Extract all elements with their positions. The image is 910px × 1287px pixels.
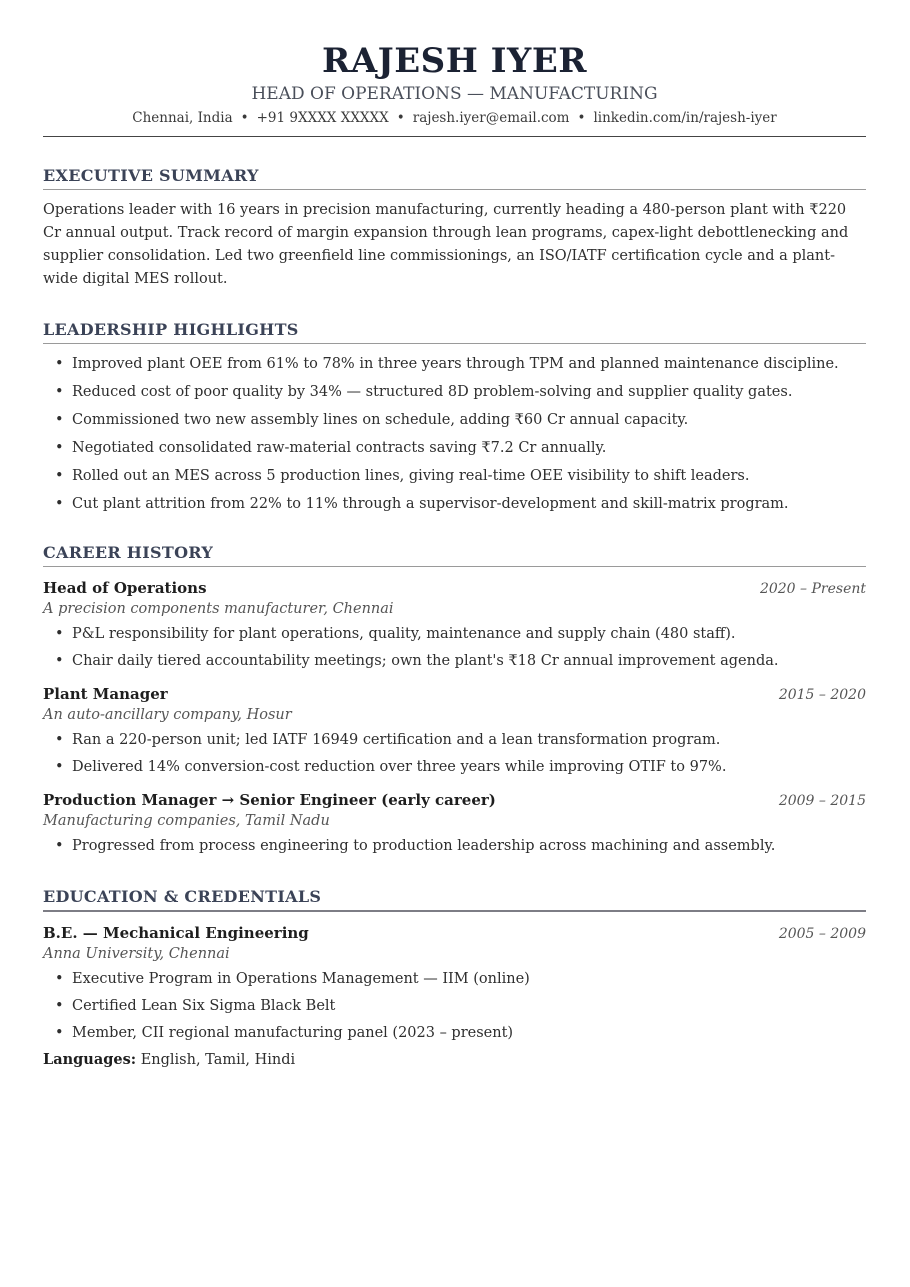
job-bullets — [43, 623, 866, 673]
education-section — [43, 886, 866, 1071]
education-heading: EDUCATION & CREDENTIALS — [43, 886, 866, 912]
credentials-list — [43, 968, 866, 1045]
languages-line — [43, 1049, 866, 1071]
list-item: • Chair daily tiered accountability meetings; own the plant's ₹18 Cr annual improvement agenda. — [55, 653, 779, 669]
list-item: • Reduced cost of poor quality by 34% — structured 8D problem-solving and supplier quality gates. — [55, 384, 793, 400]
highlights-list — [43, 353, 866, 516]
list-item: • P&L responsibility for plant operations, quality, maintenance and supply chain (480 staff). — [55, 626, 736, 642]
job-title: Head of Operations — [43, 579, 207, 597]
list-item: • Progressed from process engineering to production leadership across machining and assembly. — [55, 838, 776, 854]
list-item: • Executive Program in Operations Management — IIM (online) — [55, 971, 530, 987]
school-name: Anna University, Chennai — [43, 946, 230, 962]
career-section — [43, 542, 866, 858]
job-dates: 2015 – 2020 — [778, 687, 866, 703]
highlights-heading: LEADERSHIP HIGHLIGHTS — [43, 319, 866, 344]
job-bullets — [43, 729, 866, 779]
job-title: Plant Manager — [43, 685, 168, 703]
list-item: • Delivered 14% conversion-cost reduction over three years while improving OTIF to 97%. — [55, 759, 727, 775]
candidate-name: RAJESH IYER — [322, 41, 587, 81]
contact-email[interactable]: rajesh.iyer@email.com — [412, 110, 570, 126]
header-divider — [43, 136, 866, 137]
list-item: • Certified Lean Six Sigma Black Belt — [55, 998, 336, 1014]
candidate-headline: HEAD OF OPERATIONS — MANUFACTURING — [251, 84, 658, 104]
job-entry — [43, 683, 866, 779]
list-item: • Ran a 220-person unit; led IATF 16949 certification and a lean transformation program. — [55, 732, 721, 748]
list-item: • Improved plant OEE from 61% to 78% in three years through TPM and planned maintenance discipline. — [55, 356, 839, 372]
contact-linkedin[interactable]: linkedin.com/in/rajesh-iyer — [593, 110, 777, 126]
contact-line — [43, 108, 866, 128]
education-dates: 2005 – 2009 — [778, 926, 866, 942]
job-entry — [43, 789, 866, 858]
job-bullets — [43, 835, 866, 858]
job-org: A precision components manufacturer, Chennai — [43, 601, 394, 617]
contact-phone: +91 9XXXX XXXXX — [256, 110, 389, 126]
education-entry — [43, 922, 866, 1071]
job-dates: 2009 – 2015 — [778, 793, 866, 809]
list-item: • Rolled out an MES across 5 production lines, giving real-time OEE visibility to shift leaders. — [55, 468, 750, 484]
job-org: Manufacturing companies, Tamil Nadu — [43, 813, 330, 829]
job-entry — [43, 577, 866, 673]
job-org: An auto-ancillary company, Hosur — [43, 707, 292, 723]
job-dates: 2020 – Present — [759, 581, 866, 597]
summary-section — [43, 165, 866, 291]
career-heading: CAREER HISTORY — [43, 542, 866, 567]
list-item: • Commissioned two new assembly lines on schedule, adding ₹60 Cr annual capacity. — [55, 412, 689, 428]
summary-heading: EXECUTIVE SUMMARY — [43, 165, 866, 190]
resume-page — [43, 0, 866, 1071]
degree-title: B.E. — Mechanical Engineering — [43, 924, 309, 942]
resume-header — [43, 0, 866, 137]
list-item: • Member, CII regional manufacturing panel (2023 – present) — [55, 1025, 514, 1041]
languages-label: Languages: — [43, 1051, 137, 1068]
job-title: Production Manager → Senior Engineer (early career) — [43, 791, 496, 809]
list-item: • Cut plant attrition from 22% to 11% through a supervisor-development and skill-matrix program. — [55, 496, 789, 512]
list-item: • Negotiated consolidated raw-material contracts saving ₹7.2 Cr annually. — [55, 440, 607, 456]
contact-separator: • — [396, 110, 405, 126]
contact-separator: • — [577, 110, 586, 126]
contact-location: Chennai, India — [132, 110, 233, 126]
highlights-section — [43, 319, 866, 516]
contact-separator: • — [240, 110, 249, 126]
summary-text: Operations leader with 16 years in precision manufacturing, currently heading a 480-person plant with ₹220 Cr annual output. Track record of margin expansion through lean programs, capex-light debottlenecking and supplier consolidation. Led two greenfield line commissionings, an ISO/IATF certification cycle and a plant-wide digital MES rollout. — [43, 202, 849, 287]
languages-value: English, Tamil, Hindi — [140, 1052, 296, 1068]
